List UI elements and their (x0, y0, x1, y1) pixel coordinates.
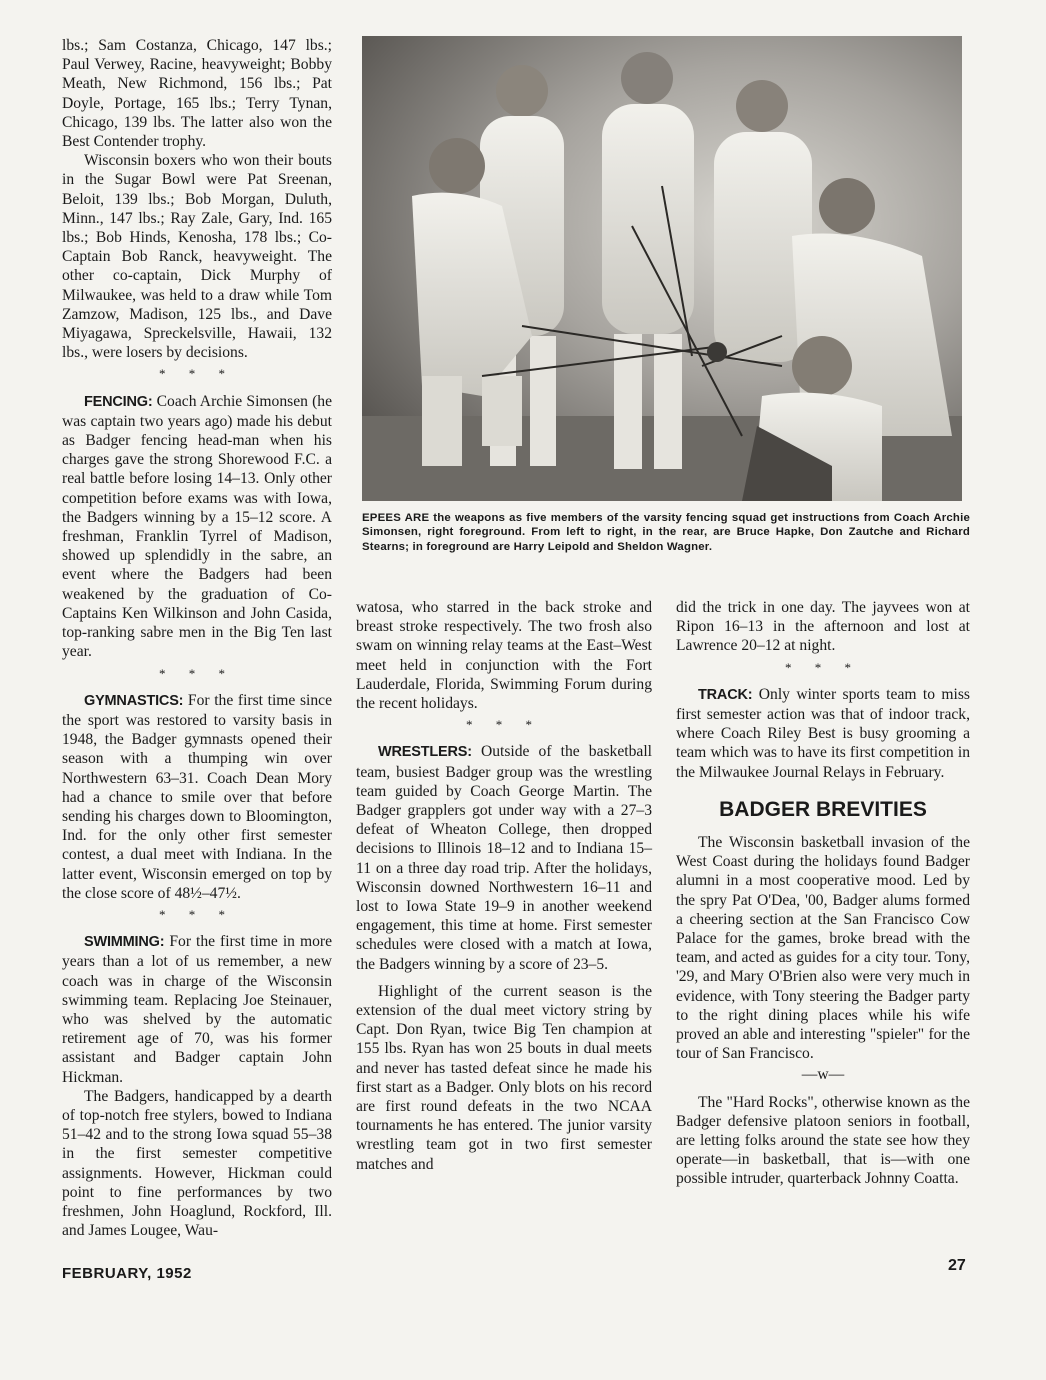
gymnastics-text: For the first time since the sport was restored to varsity basis in 1948, the Badger gymnasts opened their season with a thumping win over Northwestern 63–31. Coach Dean Mory had a chance to smile over that before sending his charges down to Bloomington, Ind. for the only other first semester contest, a dual meet with Indiana. In the latter event, Wisconsin emerged on top by the close score of 48½–47½. (62, 691, 332, 902)
page-number: 27 (948, 1257, 966, 1274)
fencing-text: Coach Archie Simonsen (he was captain two years ago) made his debut as Badger fencing head-man when his charges gave the strong Shorewood F.C. a real battle before losing 14–13. Only other competition before exams was with Iowa, the Badgers winning by a 15–12 score. A freshman, Franklin Tyrrel of Madison, showed up splendidly in the sabre, an event where the Badgers had been weakened by the graduation of Co-Captains Ken Wilkinson and John Casida, top-ranking sabre men in the Big Ten last year. (62, 392, 332, 661)
section-separator: * * * (159, 366, 235, 382)
wrestlers-text: Outside of the basketball team, busiest Badger group was the wrestling team guided by Coach George Martin. The Badger grapplers got under way with a 27–3 defeat of Wheaton College, then dropped decisions to Illinois 18–12 and to Indiana 15–11 on a three day road trip. After the holidays, Wisconsin downed Northwestern 16–11 and lost to Iowa State 19–9 in another weekend engagement, this time at home. First semester schedules were closed with a match at Iowa, the Badgers winning by a score of 23–5. (356, 743, 652, 973)
highlight-paragraph: Highlight of the current season is the extension of the dual meet victory string by Capt. Don Ryan, twice Big Ten champion at 155 lbs. Ryan has won 25 bouts in dual meets and never has tasted defeat since he made his first start as a Badger. Only blots on his record are first round defeats in the two NCAA tournaments he has entered. The junior varsity wrestling team got in two first semester matches and (356, 982, 652, 1173)
w-separator: —w— (801, 1066, 845, 1084)
boxers-continued-paragraph: lbs.; Sam Costanza, Chicago, 147 lbs.; Paul Verwey, Racine, heavyweight; Bobby Meath, New Richmond, 156 lbs.; Pat Doyle, Portage, 165 lbs.; Terry Tynan, Chicago, 139 lbs. The latter also won the Best Contender trophy. (62, 37, 332, 151)
fencing-heading: FENCING: (84, 393, 153, 410)
jayvee-paragraph: did the trick in one day. The jayvees won at Ripon 16–13 in the afternoon and lost at Lawrence 20–12 at night. (676, 599, 970, 655)
column-left (62, 36, 332, 1240)
track-heading: TRACK: (698, 686, 753, 703)
fencers-illustration (362, 36, 962, 501)
section-separator: * * * (466, 717, 542, 733)
column-right (676, 598, 970, 1189)
section-separator: * * * (159, 665, 235, 681)
column-middle (356, 598, 652, 1174)
issue-date: FEBRUARY, 1952 (62, 1265, 192, 1282)
gymnastics-paragraph (62, 691, 332, 903)
section-separator: * * * (785, 659, 861, 675)
epee-guard (707, 342, 727, 362)
fencing-paragraph (62, 392, 332, 662)
photo-caption: EPEES ARE the weapons as five members of the varsity fencing squad get instructions from Coach Archie Simonsen, right foreground. From left to right, in the rear, are Bruce Hapke, Don Zautche and Richard Stearns; in foreground are Harry Leipold and Sheldon Wagner. (362, 512, 970, 553)
track-paragraph (676, 685, 970, 782)
badgers-swim-paragraph: The Badgers, handicapped by a dearth of top-notch free stylers, bowed to Indiana 51–42 and to the strong Iowa squad 55–38 in the first semester competitive assignments. However, Hickman could point to fine performances by two freshmen, John Hoaglund, Rockford, Ill. and James Lougee, Wau- (62, 1087, 332, 1240)
badger-brevities-title: BADGER BREVITIES (719, 797, 927, 821)
sugar-bowl-paragraph: Wisconsin boxers who won their bouts in the Sugar Bowl were Pat Sreenan, Beloit, 139 lbs.; Bob Morgan, Duluth, Minn., 147 lbs.; Ray Zale, Gary, Ind. 165 lbs.; Bob Hinds, Kenosha, 178 lbs.; Co-Captain Bob Ranck, heavyweight. The other co-captain, Dick Murphy of Milwaukee, was held to a draw while Tom Zamzow, Madison, 125 lbs., and Dave Miyagawa, Spreckelsville, Hawaii, 132 lbs., were losers by decisions. (62, 152, 332, 362)
hard-rocks-paragraph: The "Hard Rocks", otherwise known as the Badger defensive platoon seniors in football, are letting folks around the state see how they operate—in basketball, that is—with one possible intruder, quarterback Johnny Coatta. (676, 1093, 970, 1188)
swimming-text: For the first time in more years than a lot of us remember, a new coach was in charge of the Wisconsin swimming team. Replacing Joe Steinauer, who was shelved by the automatic retirement age of 70, was his former assistant and Badger captain John Hickman. (62, 933, 332, 1086)
swimming-continued-paragraph: watosa, who starred in the back stroke and breast stroke respectively. The two frosh also swam on winning relay teams at the East–West meet held in conjunction with the Fort Lauderdale, Florida, Swimming Forum during the recent holidays. (356, 599, 652, 713)
section-separator: * * * (159, 906, 235, 922)
swimming-paragraph (62, 932, 332, 1087)
invasion-paragraph: The Wisconsin basketball invasion of the West Coast during the holidays found Badger alumni in a most cooperative mood. Led by the spry Pat O'Dea, '00, Badger alums formed a cheering section at the San Francisco Cow Palace for the games, broke bread with the team, and acted as guides for a city tour. Tony, '29, and Mary O'Brien also were very much in evidence, with Tony steering the Badger party to the right dining places while his wife proved an able and interesting "spieler" for the tour of San Francisco. (676, 834, 970, 1063)
swimming-heading: SWIMMING: (84, 934, 165, 951)
gymnastics-heading: GYMNASTICS: (84, 692, 184, 709)
wrestlers-paragraph (356, 742, 652, 973)
track-text: Only winter sports team to miss first semester action was that of indoor track, where Coach Riley Best is busy grooming a team which was to have its first competition in the Milwaukee Journal Relays in February. (676, 685, 970, 781)
fencing-team-photo (362, 36, 962, 501)
fencer-rear-center (602, 52, 694, 469)
wrestlers-heading: WRESTLERS: (378, 744, 472, 761)
